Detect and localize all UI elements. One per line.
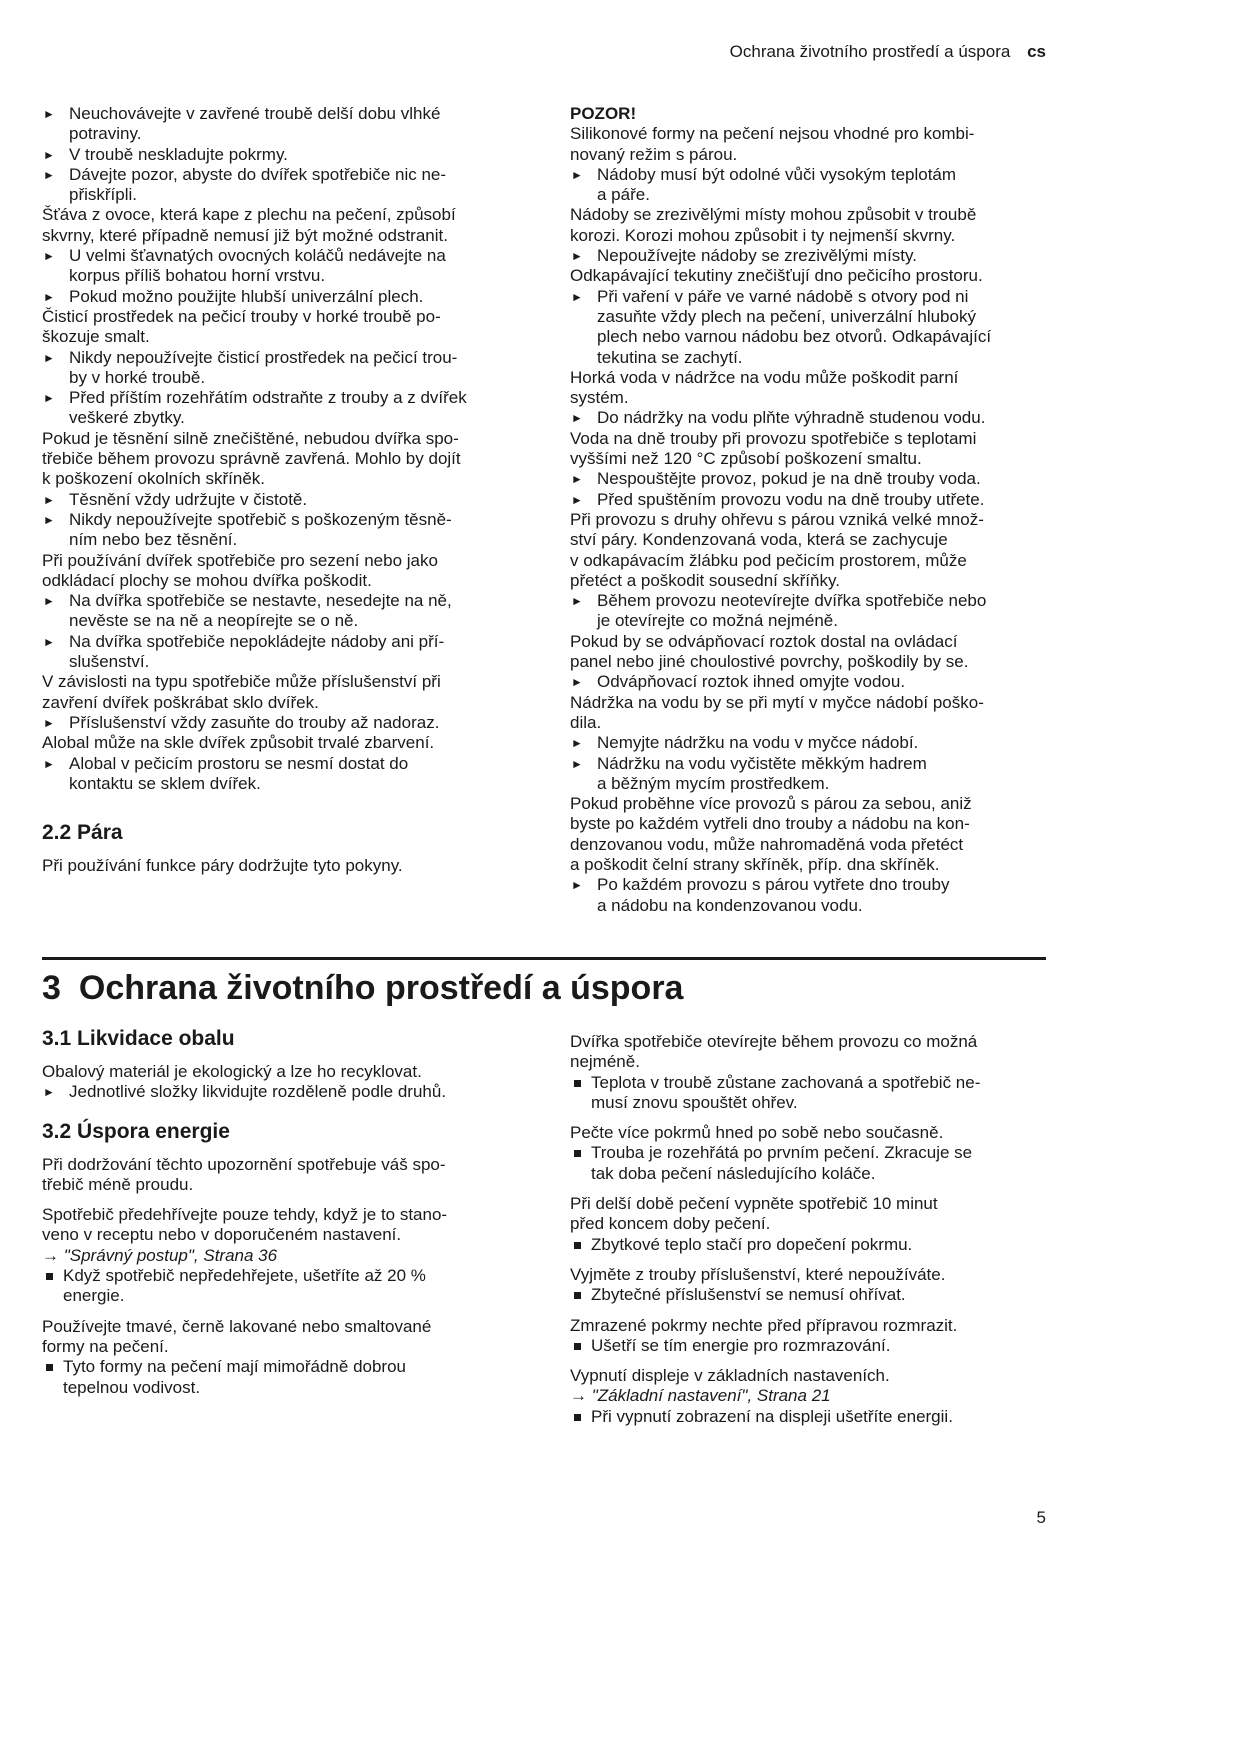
triangle-bullet-icon: ► <box>43 289 55 304</box>
cross-reference-link[interactable]: → "Správný postup", Strana 36 <box>42 1245 278 1265</box>
square-bullet-icon <box>46 1273 53 1280</box>
triangle-bullet-icon: ► <box>571 736 583 751</box>
paragraph: Voda na dně trouby při provozu spotřebiče s teplotami vyššími než 120 °C způsobí poškození smaltu. <box>570 428 977 469</box>
list-item: ► Nikdy nepoužívejte spotřebič s poškozeným těsně- ním nebo bez těsnění. <box>43 509 452 550</box>
list-item: Při vypnutí zobrazení na displeji ušetříte energii. <box>570 1407 1050 1427</box>
list-item: ► Před spuštěním provozu vodu na dně trouby utřete. <box>571 489 985 509</box>
triangle-bullet-icon: ► <box>571 594 583 609</box>
list-item: ► Do nádržky na vodu plňte výhradně studenou vodu. <box>571 408 986 428</box>
triangle-bullet-icon: ► <box>43 391 55 406</box>
list-tl-1 <box>42 104 532 205</box>
paragraph: Čisticí prostředek na pečicí trouby v horké troubě po- škozuje smalt. <box>42 306 441 347</box>
triangle-bullet-icon: ► <box>571 756 583 771</box>
triangle-bullet-icon: ► <box>571 167 583 182</box>
paragraph: Pokud proběhne více provozů s párou za sebou, aniž byste po každém vytřeli dno trouby a nádobu na kon- denzovanou vodu, může nahromaděná voda přetéct a poškodit čelní strany skříněk, příp. dna skříněk. <box>570 794 972 874</box>
column-top-left <box>42 104 532 876</box>
triangle-bullet-icon: ► <box>43 634 55 649</box>
list-item: Tyto formy na pečení mají mimořádně dobrou tepelnou vodivost. <box>42 1357 532 1398</box>
column-top-right <box>570 104 1050 916</box>
triangle-bullet-icon: ► <box>43 492 55 507</box>
list-item: ► Na dvířka spotřebiče se nestavte, nesedejte na ně, nevěste se na ně a neopírejte se o ně. <box>43 591 452 631</box>
list-item: ► Odvápňovací roztok ihned omyjte vodou. <box>571 672 906 692</box>
list-item: Zbytkové teplo stačí pro dopečení pokrmu. <box>570 1235 1050 1255</box>
chapter-title-text: Ochrana životního prostředí a úspora <box>78 969 684 1007</box>
column-bottom-right <box>570 1032 1050 1427</box>
paragraph: Obalový materiál je ekologický a lze ho recyklovat. <box>42 1062 422 1081</box>
paragraph: Při dodržování těchto upozornění spotřebuje váš spo- třebič méně proudu. <box>42 1154 446 1194</box>
running-header <box>730 42 1046 62</box>
list-item: ► Nemyjte nádržku na vodu v myčce nádobí. <box>571 733 919 753</box>
list-item: ► Po každém provozu s párou vytřete dno trouby a nádobu na kondenzovanou vodu. <box>571 875 950 915</box>
paragraph: Pokud je těsnění silně znečištěné, nebudou dvířka spo- třebiče během provozu správně zavřená. Mohlo by dojít k poškození okolních skříněk. <box>42 428 461 489</box>
paragraph: Pečte více pokrmů hned po sobě nebo současně. <box>570 1123 944 1143</box>
list-item: ► Neuchovávejte v zavřené troubě delší dobu vlhké potraviny. <box>43 104 441 144</box>
paragraph: Nádržka na vodu by se při mytí v myčce nádobí poško- dila. <box>570 692 984 732</box>
triangle-bullet-icon: ► <box>571 878 583 893</box>
triangle-bullet-icon: ► <box>43 350 55 365</box>
list-item: Když spotřebič nepředehřejete, ušetříte až 20 % energie. <box>42 1266 532 1307</box>
triangle-bullet-icon: ► <box>571 411 583 426</box>
paragraph: Spotřebič předehřívejte pouze tehdy, když je to stano- veno v receptu nebo v doporučeném nastavení. <box>42 1205 448 1245</box>
chapter-divider <box>42 957 1046 960</box>
triangle-bullet-icon: ► <box>43 147 55 162</box>
square-bullet-icon <box>46 1364 53 1371</box>
section-heading-3-2: 3.2 Úspora energie <box>42 1119 230 1143</box>
paragraph: Nádoby se zrezivělými místy mohou způsobit v troubě korozi. Korozi mohou způsobit i ty nejmenší skvrny. <box>570 205 977 245</box>
list-item: ► Nádoby musí být odolné vůči vysokým teplotám a páře. <box>571 164 957 205</box>
triangle-bullet-icon: ► <box>571 675 583 690</box>
page-number: 5 <box>1036 1508 1046 1527</box>
list-item: ► Nepoužívejte nádoby se zrezivělými místy. <box>571 246 917 266</box>
list-item: ► Nádržku na vodu vyčistěte měkkým hadrem a běžným mycím prostředkem. <box>571 753 927 793</box>
header-title: Ochrana životního prostředí a úspora <box>729 42 1011 61</box>
square-bullet-icon <box>574 1080 581 1087</box>
paragraph: Při používání dvířek spotřebiče pro sezení nebo jako odkládací plochy se mohou dvířka poškodit. <box>42 550 438 590</box>
paragraph: Silikonové formy na pečení nejsou vhodné pro kombi- novaný režim s párou. <box>570 124 975 164</box>
paragraph: Pokud by se odvápňovací roztok dostal na ovládací panel nebo jiné choulostivé povrchy, poškodily by se. <box>570 631 969 672</box>
square-bullet-icon <box>574 1292 581 1299</box>
list-item: ► Během provozu neotevírejte dvířka spotřebiče nebo je otevírejte co možná nejméně. <box>571 591 987 631</box>
triangle-bullet-icon: ► <box>43 756 55 771</box>
paragraph: Odkapávající tekutiny znečišťují dno pečicího prostoru. <box>570 266 983 286</box>
header-language: cs <box>1027 42 1046 61</box>
paragraph: Alobal může na skle dvířek způsobit trvalé zbarvení. <box>42 733 435 753</box>
triangle-bullet-icon: ► <box>43 107 55 121</box>
list-item: ► Příslušenství vždy zasuňte do trouby až nadoraz. <box>43 712 440 732</box>
list-item: Trouba je rozehřátá po prvním pečení. Zkracuje se tak doba pečení následujícího koláče. <box>570 1143 1050 1184</box>
column-bottom-left <box>42 1026 532 1398</box>
section-heading-3-1: 3.1 Likvidace obalu <box>42 1027 235 1050</box>
paragraph: Při používání funkce páry dodržujte tyto pokyny. <box>42 856 403 876</box>
paragraph: Při delší době pečení vypněte spotřebič 10 minut před koncem doby pečení. <box>570 1194 938 1234</box>
warning-label: POZOR! <box>570 104 637 123</box>
list-item: ► Nikdy nepoužívejte čisticí prostředek na pečicí trou- by v horké troubě. <box>43 347 458 387</box>
list-item: ► Jednotlivé složky likvidujte rozděleně podle druhů. <box>43 1082 447 1102</box>
square-bullet-icon <box>574 1150 581 1157</box>
list-item: ► V troubě neskladujte pokrmy. <box>43 144 288 164</box>
triangle-bullet-icon: ► <box>43 167 55 182</box>
triangle-bullet-icon: ► <box>571 472 583 487</box>
list-item: ► Pokud možno použijte hlubší univerzální plech. <box>43 286 424 306</box>
paragraph: Dvířka spotřebiče otevírejte během provozu co možná nejméně. <box>570 1032 978 1072</box>
list-item: ► Alobal v pečicím prostoru se nesmí dostat do kontaktu se sklem dvířek. <box>43 753 409 793</box>
paragraph: Vyjměte z trouby příslušenství, které nepoužíváte. <box>570 1264 946 1284</box>
list-item: ► Při vaření v páře ve varné nádobě s otvory pod ni zasuňte vždy plech na pečení, univerzální hluboký plech nebo varnou nádobu bez otvorů. Odkapávající tekutina se zachytí. <box>571 286 992 367</box>
paragraph: Používejte tmavé, černě lakované nebo smaltované formy na pečení. <box>42 1316 432 1356</box>
paragraph: V závislosti na typu spotřebiče může příslušenství při zavření dvířek poškrábat sklo dvířek. <box>42 672 441 712</box>
list-item: ► Dávejte pozor, abyste do dvířek spotřebiče nic ne- přiskřípli. <box>43 164 447 205</box>
triangle-bullet-icon: ► <box>571 289 583 304</box>
chapter-title <box>42 966 683 1010</box>
triangle-bullet-icon: ► <box>571 249 583 264</box>
square-bullet-icon <box>574 1414 581 1421</box>
triangle-bullet-icon: ► <box>43 249 55 264</box>
list-item: ► U velmi šťavnatých ovocných koláčů nedávejte na korpus příliš bohatou horní vrstvu. <box>43 246 446 286</box>
cross-reference-link[interactable]: → "Základní nastavení", Strana 21 <box>570 1386 831 1406</box>
triangle-bullet-icon: ► <box>43 512 55 527</box>
list-item: ► Nespouštějte provoz, pokud je na dně trouby voda. <box>571 469 981 489</box>
paragraph: Šťáva z ovoce, která kape z plechu na pečení, způsobí skvrny, které případně nemusí již být možné odstranit. <box>42 205 456 245</box>
chapter-number: 3 <box>42 969 61 1007</box>
paragraph: Zmrazené pokrmy nechte před přípravou rozmrazit. <box>570 1315 958 1335</box>
paragraph: Horká voda v nádržce na vodu může poškodit parní systém. <box>570 367 959 408</box>
paragraph: Při provozu s druhy ohřevu s párou vzniká velké množ- ství páry. Kondenzovaná voda, která se zachycuje v odkapávacím žlábku pod pečicím prostorem, může přetéct a poškodit sousední skříňky. <box>570 509 984 590</box>
list-item: ► Před příštím rozehřátím odstraňte z trouby a z dvířek veškeré zbytky. <box>43 388 467 428</box>
list-item: Ušetří se tím energie pro rozmrazování. <box>570 1336 1050 1356</box>
triangle-bullet-icon: ► <box>43 594 55 609</box>
triangle-bullet-icon: ► <box>571 492 583 507</box>
list-item: Teplota v troubě zůstane zachovaná a spotřebič ne- musí znovu spouštět ohřev. <box>570 1073 1050 1114</box>
square-bullet-icon <box>574 1343 581 1350</box>
section-heading-2-2: 2.2 Pára <box>42 821 123 845</box>
triangle-bullet-icon: ► <box>43 1085 55 1100</box>
square-bullet-icon <box>574 1242 581 1249</box>
list-item: ► Na dvířka spotřebiče nepokládejte nádoby ani pří- slušenství. <box>43 631 445 672</box>
triangle-bullet-icon: ► <box>43 715 55 730</box>
list-item: ► Těsnění vždy udržujte v čistotě. <box>43 489 308 509</box>
list-item: Zbytečné příslušenství se nemusí ohřívat. <box>570 1285 1050 1305</box>
paragraph: Vypnutí displeje v základních nastaveních. <box>570 1366 890 1386</box>
